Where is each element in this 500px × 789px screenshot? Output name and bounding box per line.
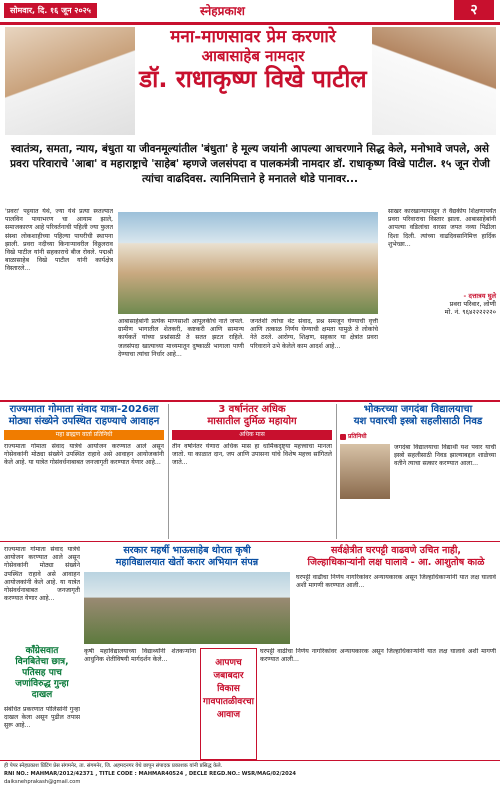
author-block xyxy=(388,292,496,316)
story-1-title: राज्यमाता गोमाता संवाद यात्रा-2026ला xyxy=(9,404,159,415)
section-divider xyxy=(0,541,500,542)
headline-line-2: आबासाहेब नामदार xyxy=(201,47,305,65)
author-detail: प्रवरा परिवार, लोणी xyxy=(449,300,496,308)
crowd-photo xyxy=(118,212,378,314)
story-3-title: भोकरच्या जगदंबा विद्यालयाचा xyxy=(363,404,473,415)
story-1-title-2: मोठ्या संख्येने उपस्थित राहण्याचे आवाहन xyxy=(8,416,160,427)
lead-column-1: 'प्रवरा' पट्टयात येथे, ज्या येथे प्रत्या स्व्तल्पात पालविन पायाभरण चा आयाम झाले, समाजकारण आहे परिवर्तनाची पहिली ज्या फुलत संस्था लोकशाहीच्या पहिल्या पायरीची स्थापना झाली. प्रवरा नदीच्या किनाऱ्यावरील विठ्ठलराव विखे पाटील यांनी सहकाराचे बीज रोवले. पद्मश्री बाळासाहेब विखे पाटील यांनी कार्यक्षेत्र विस्तारले... xyxy=(5,208,113,273)
imprint-footer xyxy=(0,760,500,789)
page-number: २ xyxy=(454,0,494,20)
student-photo xyxy=(340,444,390,499)
column-rule xyxy=(168,404,169,539)
note-box xyxy=(200,648,257,760)
story-5-body: घरपट्टी वाढीचा निर्णय नागरिकांवर अन्यायकारक असून जिल्हाधिकाऱ्यांनी यात लक्ष घालावे अशी मागणी करण्यात आली... xyxy=(296,574,496,590)
story-1-band: महा ब्राह्मण वार्ता प्रतिनिधी xyxy=(4,430,164,440)
story-6-headline xyxy=(4,646,80,701)
paper-name: स्नेहप्रकाश xyxy=(200,4,245,18)
issue-date: सोमवार, दि. १६ जून २०२५ xyxy=(4,3,97,18)
story-2-band: अधिक मास xyxy=(172,430,332,440)
story-3-title-2: यश पवारची इस्त्रो सहलीसाठी निवड xyxy=(353,416,483,427)
group-photo xyxy=(84,572,290,644)
author-contact: मो. नं. ९६४२२२२२२० xyxy=(444,308,496,316)
lead-column-4: साखर कारखान्यापासून ते वैद्यकीय शिक्षणापर्यंत प्रवरा परिवाराचा विस्तार झाला. आबासाहेबांनी आपल्या वडिलांचा वारसा जपत नव्या पिढीला दिशा दिली. त्यांच्या वाढदिवसानिमित्त हार्दिक शुभेच्छा... xyxy=(388,208,496,248)
story-4-body: कृषी महाविद्यालयाच्या विद्यार्थ्यांनी शेतकऱ्यांना आधुनिक शेतीविषयी मार्गदर्शन केले... xyxy=(84,648,196,664)
story-2-headline xyxy=(172,404,332,428)
story-3-tag xyxy=(340,432,367,440)
square-bullet-icon xyxy=(340,434,346,440)
portrait-photo-left xyxy=(5,27,135,135)
lead-headline xyxy=(138,28,368,93)
lead-deck: स्वातंत्र्य, समता, न्याय, बंधुता या जीवनमूल्यांतील 'बंधुता' हे मूल्य जयांनी आपल्या आचरणाने सिद्ध केले, मनोभावे जपले, असे प्रवरा परिवाराचे 'आबा' व महाराष्ट्राचे 'साहेब' म्हणजे जलसंपदा व पालकमंत्री नामदार डॉ. राधाकृष्ण विखे पाटील. १५ जून रोजी त्यांचा वाढदिवस. त्यानिमित्ताने हे मनातले थोडे पानावर... xyxy=(10,143,490,185)
lead-column-2: आबासाहेबांनी प्रत्येक माणसाशी आपुलकीचे नाते जपले. ग्रामीण भागातील शेतकरी, कष्टकरी आणि सामान्य कार्यकर्ते यांच्या प्रश्नांसाठी ते सतत झटत राहिले. जलसंपदा खात्याच्या माध्यमातून दुष्काळी भागाला पाणी देण्याचा त्यांचा निर्धार आहे... xyxy=(118,318,244,358)
story-3-band: प्रतिनिधी xyxy=(348,433,367,440)
headline-line-3: डॉ. राधाकृष्ण विखे पाटील xyxy=(139,65,367,93)
lead-column-3: जनतेशी त्यांचा थेट संवाद, प्रश्न समजून घेण्याची वृत्ती आणि तत्काळ निर्णय घेण्याची क्षमता यामुळे ते लोकांचे नेते ठरले. आरोग्य, शिक्षण, सहकार या क्षेत्रांत प्रवरा परिवाराने उभे केलेले काम आदर्श आहे... xyxy=(250,318,378,350)
portrait-photo-right xyxy=(372,27,496,135)
story-6-title: काँग्रेसवात xyxy=(25,646,59,656)
story-6-body: संबंधित प्रकरणात पोलिसांनी गुन्हा दाखल केला असून पुढील तपास सुरू आहे... xyxy=(4,706,80,730)
headline-line-1: मना-माणसावर प्रेम करणारे xyxy=(170,27,336,47)
imprint-line: ही पेपर स्नेहप्रकाश प्रिंटिंग प्रेस संगमनेर, ता. संगमनेर, जि. अहमदनगर येथे छापून संपादक प्रकाशक यांनी प्रसिद्ध केले. xyxy=(4,763,223,769)
side-brief: राज्यमाता गोमाता संवाद यात्रेचे आयोजन करण्यात आले असून गोसेवकांनी मोठ्या संख्येने उपस्थित राहावे असे आवाहन आयोजकांनी केले आहे. या यात्रेत गोसंवर्धनाबाबत जनजागृती करण्यात येणार आहे... xyxy=(4,546,80,603)
story-1-body: राज्यमाता गोमाता संवाद यात्रेचे आयोजन करण्यात आले असून गोसेवकांनी मोठ्या संख्येने उपस्थित राहावे असे आवाहन आयोजकांनी केले आहे. या यात्रेत गोसंवर्धनाबाबत जनजागृती करण्यात येणार आहे... xyxy=(4,443,164,467)
story-5-title-2: जिल्हाधिकाऱ्यांनी लक्ष घालावे - आ. आशुतोष काळे xyxy=(307,557,485,568)
story-2-title-2: मासातील दुर्मिळ महायोग xyxy=(207,416,297,427)
column-rule xyxy=(336,404,337,539)
section-divider xyxy=(0,400,500,402)
story-5-continued: घरपट्टी वाढीचा निर्णय नागरिकांवर अन्यायकारक असून जिल्हाधिकाऱ्यांनी यात लक्ष घालावे अशी मागणी करण्यात आली... xyxy=(260,648,496,664)
story-1-headline xyxy=(4,404,164,428)
story-2-title: 3 वर्षानंतर अधिक xyxy=(218,404,286,415)
story-2-body: तीन वर्षानंतर येणारा अधिक मास हा धार्मिकदृष्ट्या महत्त्वाचा मानला जातो. या काळात दान, जप आणि उपासना यांचे विशेष महत्त्व सांगितले जाते... xyxy=(172,443,332,467)
note-box-text: आपणच जबाबदार विकास गावपातळीवरचा आवाज xyxy=(203,658,254,720)
story-3-headline xyxy=(340,404,496,428)
story-4-headline xyxy=(82,545,292,569)
story-4-title: सरकार महर्षी भाऊसाहेब थोरात कृषी xyxy=(123,545,251,556)
story-4-title-2: महाविद्यालयात खेतों करार अभियान संपन्न xyxy=(115,557,259,568)
registration-line: RNI NO.: MAHMAR/2012/42371 , TITLE CODE : MAHMAR40524 , DECLE REGD.NO.: WSR/MAG/02/2024 xyxy=(4,771,296,777)
author-name: - दत्तात्रय घुले xyxy=(463,292,496,300)
masthead xyxy=(0,0,500,25)
story-3-body: जगदंबा विद्यालयाचा विद्यार्थी यश पवार याची इस्त्रो सहलीसाठी निवड झाल्याबद्दल शाळेच्या वतीने त्याचा सत्कार करण्यात आला... xyxy=(394,444,496,468)
contact-email: daiksnehprakash@gmail.com xyxy=(4,779,81,785)
story-6-title-2: विनबितेचा छात्र, पतिसह पाच जणांविरुद्ध गुन्हा दाखल xyxy=(15,657,69,700)
story-5-headline xyxy=(296,545,496,569)
story-5-title: सर्वक्षेत्रीत घरपट्टी वाढवणे उचित नाही, xyxy=(330,545,462,556)
